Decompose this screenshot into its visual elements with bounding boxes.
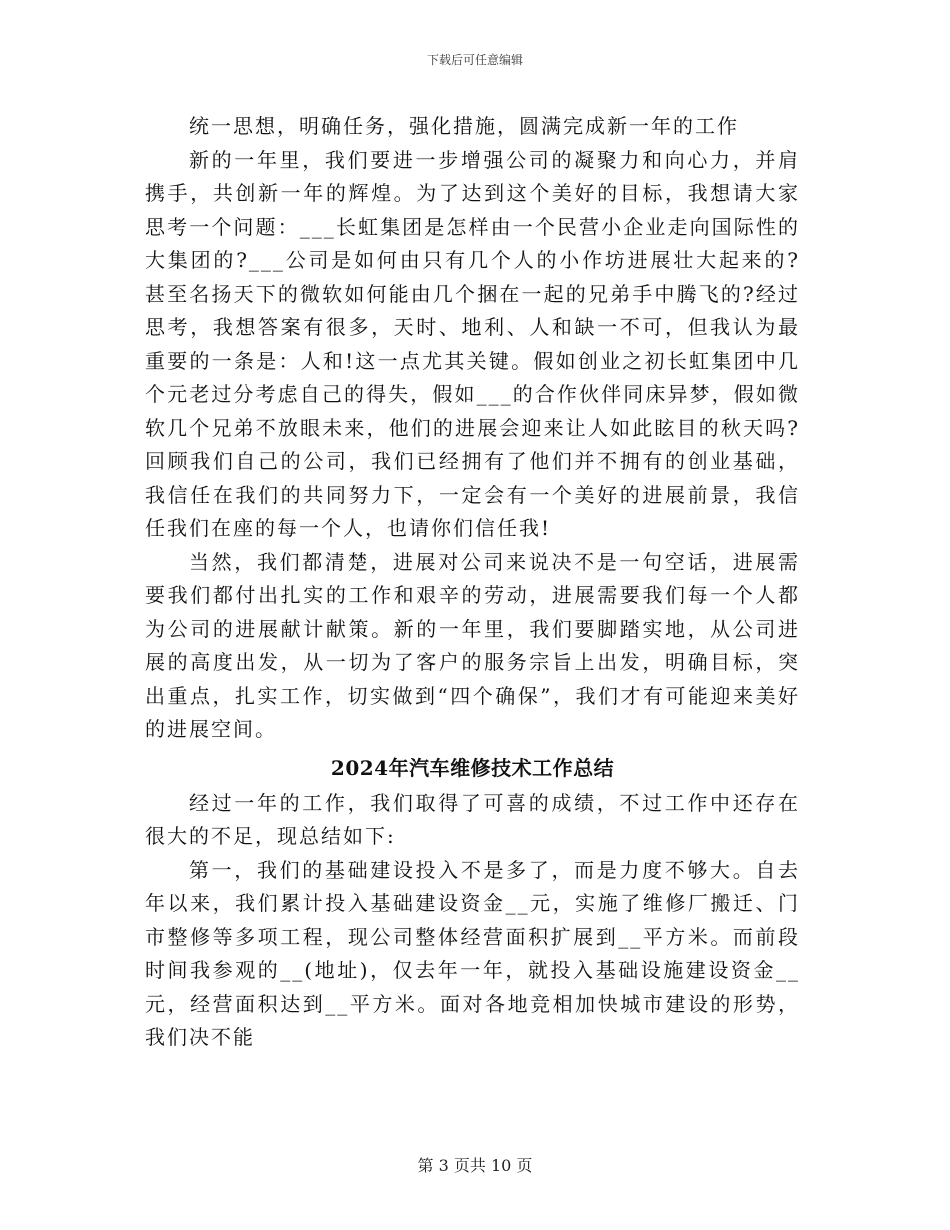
section-heading: 统一思想，明确任务，强化措施，圆满完成新一年的工作 [189, 114, 739, 138]
page-number: 第 3 页共 10 页 [417, 1156, 533, 1175]
paragraph: 新的一年里，我们要进一步增强公司的凝聚力和向心力，并肩携手，共创新一年的辉煌。为了达到这个美好的目标，我想请大家思考一个问题：___长虹集团是怎样由一个民营小企业走向国际性的大集团的?___公司是如何由只有几个人的小作坊进展壮大起来的?甚至名扬天下的微软如何能由几个捆在一起的兄弟手中腾飞的?经过思考，我想答案有很多，天时、地利、人和缺一不可，但我认为最重要的一条是：人和!这一点尤其关键。假如创业之初长虹集团中几个元老过分考虑自己的得失，假如___的合作伙伴同床异梦，假如微软几个兄弟不放眼未来，他们的进展会迎来让人如此眩目的秋天吗?回顾我们自己的公司，我们已经拥有了他们并不拥有的创业基础，我信任在我们的共同努力下，一定会有一个美好的进展前景，我信任我们在座的每一个人，也请你们信任我! [145, 147, 800, 540]
paragraph: 第一，我们的基础建设投入不是多了，而是力度不够大。自去年以来，我们累计投入基础建设资金__元，实施了维修厂搬迁、门市整修等多项工程，现公司整体经营面积扩展到__平方米。而前段时间我参观的__(地址)，仅去年一年，就投入基础设施建设资金__元，经营面积达到__平方米。面对各地竞相加快城市建设的形势，我们决不能 [145, 857, 800, 1049]
paragraph: 当然，我们都清楚，进展对公司来说决不是一句空话，进展需要我们都付出扎实的工作和艰辛的劳动，进展需要我们每一个人都为公司的进展献计献策。新的一年里，我们要脚踏实地，从公司进展的高度出发，从一切为了客户的服务宗旨上出发，明确目标，突出重点，扎实工作，切实做到“四个确保”，我们才有可能迎来美好的进展空间。 [145, 549, 800, 741]
document-body [145, 110, 800, 1055]
page-header: 下载后可任意编辑 [426, 53, 523, 67]
document-title: 2024年汽车维修技术工作总结 [330, 755, 615, 780]
paragraph: 经过一年的工作，我们取得了可喜的成绩，不过工作中还存在很大的不足，现总结如下: [145, 790, 800, 848]
